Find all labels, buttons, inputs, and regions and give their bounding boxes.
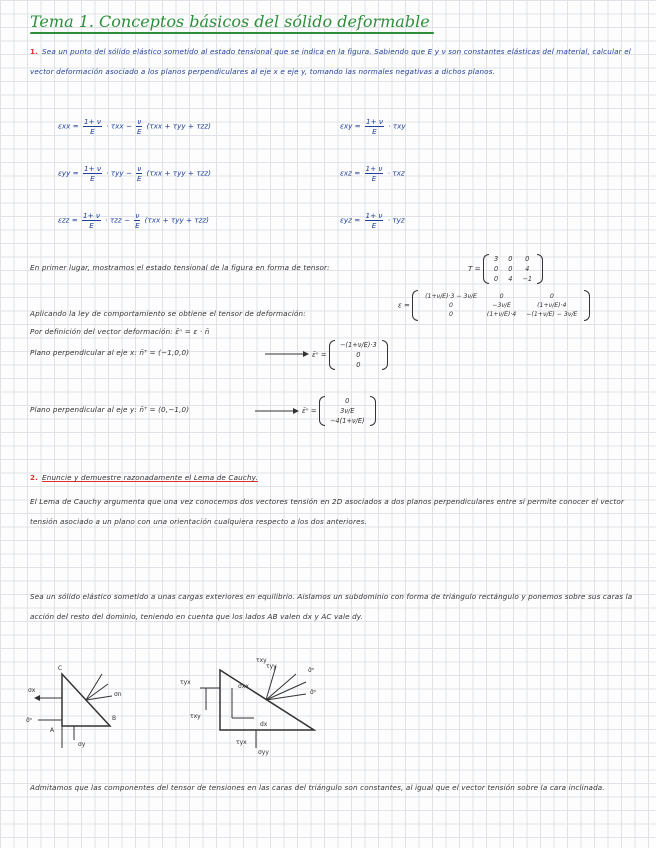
sT-21: (1+ν/E)·4 <box>486 311 517 318</box>
sT-02: 0 <box>549 293 554 300</box>
frac-den: E <box>371 221 377 230</box>
sT-01: 0 <box>499 293 504 300</box>
eq-eyz-label: εyz = <box>340 215 361 225</box>
section2-heading-text: Enuncie y demuestre razonadamente el Lema de Cauchy. <box>42 473 258 482</box>
frac-den: E <box>136 174 142 183</box>
section1-statement <box>30 42 640 82</box>
eq-tyy: · τyy <box>106 168 124 178</box>
strain-matrix <box>412 290 590 321</box>
fig-left-label-sn: σn <box>114 691 122 698</box>
eq-exy <box>340 117 406 136</box>
eq-exz <box>340 164 405 183</box>
title-underline <box>30 32 434 34</box>
vx-0: −(1+ν/E)·3 <box>339 341 377 349</box>
tensor-T <box>468 254 543 284</box>
arrow-x <box>265 349 309 359</box>
eq-frac <box>83 164 102 183</box>
fig-left-label-vec: σ̄ⁿ <box>26 717 33 724</box>
fig-left-label-c: C <box>58 665 63 672</box>
title-text: Tema 1. Conceptos básicos del sólido deformable <box>30 12 430 31</box>
law-line: Aplicando la ley de comportamiento se obtiene el tensor de deformación: <box>30 309 306 318</box>
eq-frac <box>83 117 102 136</box>
eq-tyz: · τyz <box>387 215 405 225</box>
arrow-y <box>255 406 299 416</box>
eq-trace: (τxx + τyy + τzz) <box>146 168 211 178</box>
frac-nu: ν <box>137 117 142 126</box>
eq-exx <box>58 117 211 136</box>
vec-y-label: ε̄ⁿ = <box>302 407 317 415</box>
fig-left-label-b: B <box>112 715 117 722</box>
vx-1: 0 <box>356 351 361 359</box>
eq-frac <box>365 164 384 183</box>
eq-txx: · τxx <box>106 121 124 131</box>
vec-y <box>302 396 376 426</box>
eq-trace: (τxx + τyy + τzz) <box>144 215 209 225</box>
eq-eyy-label: εyy = <box>58 168 79 178</box>
vec-y-matrix <box>319 396 376 426</box>
frac-num: 1+ ν <box>365 211 383 220</box>
fig-left-label-sx: σx <box>28 687 36 694</box>
vec-x <box>312 340 388 370</box>
eq-txz: · τxz <box>387 168 405 178</box>
frac-den: E <box>135 221 140 230</box>
frac-nu: ν <box>137 164 142 173</box>
plane-y-line: Plano perpendicular al eje y: n̄ᵀ = (0,−1,0) <box>30 405 190 414</box>
vy-0: 0 <box>345 397 350 405</box>
section2-para1: El Lema de Cauchy argumenta que una vez conocemos dos vectores tensión en 2D asociados a dos planos perpendiculares entre sí permite conocer el vector tensión asociado a un plano con una orientación cualquiera respecto a los dos anteriores. <box>30 497 625 526</box>
frac-num: 1+ ν <box>84 164 101 173</box>
eq-exy-label: εxy = <box>340 121 361 131</box>
tT-10: 0 <box>494 265 499 273</box>
tT-22: −1 <box>522 275 533 283</box>
eq-frac-nu <box>136 117 142 136</box>
eq-frac <box>365 211 384 230</box>
vec-x-label: ε̄ⁿ = <box>312 351 327 359</box>
frac-num: 1+ ν <box>365 164 383 173</box>
frac-den: E <box>372 127 377 136</box>
fig-right-label-8: σ̄ⁿ <box>310 689 317 696</box>
tensor-T-symbol: T = <box>468 264 481 273</box>
def-line: Por definición del vector deformación: ε̄ⁿ = ε · n̄ <box>30 327 210 336</box>
tT-12: 4 <box>525 265 530 273</box>
frac-den: E <box>136 127 142 136</box>
fig-right-label-6: dx <box>260 721 268 728</box>
fig-right-label-7: σ̄ⁿ <box>308 667 315 674</box>
sT-20: 0 <box>449 311 453 318</box>
frac-num: 1+ ν <box>83 211 100 220</box>
vx-2: 0 <box>356 361 361 369</box>
sT-11: −3ν/E <box>492 302 511 309</box>
eq-frac <box>82 211 101 230</box>
eq-ezz <box>58 211 209 230</box>
section1-statement-text: Sea un punto del sólido elástico sometido al estado tensional que se indica en la figura. Sabiendo que E y ν son constantes elásticas del material, calcular el vector deformación asociado a los planos perpendiculares al eje x e eje y, tomando las normales negativas a dichos planos. <box>30 47 631 76</box>
fig-left-label-a: A <box>50 727 55 734</box>
fig-right-label-4: σxx <box>238 683 249 690</box>
tensor-T-matrix <box>483 254 543 284</box>
section2-number: 2. <box>30 473 39 482</box>
tT-02: 0 <box>525 255 530 263</box>
vec-x-matrix <box>329 340 388 370</box>
fig-right-label-9: τyy <box>266 663 277 670</box>
eq-ezz-label: εzz = <box>58 215 78 225</box>
sT-00: (1+ν/E)·3 − 3ν/E <box>425 293 477 300</box>
figure-right <box>176 648 336 756</box>
plane-x-line: Plano perpendicular al eje x: n̄ᵀ = (−1,0,0) <box>30 348 190 357</box>
frac-num: 1+ ν <box>84 117 101 126</box>
sT-10: 0 <box>449 302 453 309</box>
fig-left-label-sy: σy <box>78 741 86 748</box>
frac-num: 1+ ν <box>366 117 383 126</box>
fig-right-label-1: τxy <box>190 713 201 720</box>
eq-minus: − <box>124 215 131 225</box>
tT-00: 3 <box>494 255 499 263</box>
eq-txy: · τxy <box>388 121 406 131</box>
frac-nu: ν <box>135 211 140 220</box>
eq-exz-label: εxz = <box>340 168 361 178</box>
page-title <box>30 12 430 31</box>
tT-01: 0 <box>508 255 513 263</box>
tensor-intro: En primer lugar, mostramos el estado tensional de la figura en forma de tensor: <box>30 263 330 272</box>
section2-para2: Sea un sólido elástico sometido a unas cargas exteriores en equilibrio. Aislamos un subdominio con forma de triángulo rectángulo y ponemos sobre sus caras la acción del resto del dominio, teniendo en cuenta que los lados AB valen dx y AC vale dy. <box>30 592 633 621</box>
eq-minus: − <box>125 168 132 178</box>
vy-2: −4(1+ν/E) <box>329 417 365 425</box>
eq-exx-label: εxx = <box>58 121 79 131</box>
eq-frac-nu <box>136 164 142 183</box>
eq-tzz: · τzz <box>105 215 122 225</box>
strain-tensor <box>398 290 590 321</box>
section2-heading <box>30 468 630 488</box>
eq-eyy <box>58 164 211 183</box>
vy-1: 3ν/E <box>340 407 355 415</box>
eq-trace: (τxx + τyy + τzz) <box>146 121 211 131</box>
sT-12: (1+ν/E)·4 <box>537 302 567 309</box>
fig-right-label-3: τyx <box>236 739 247 746</box>
sT-22: −(1+ν/E) − 3ν/E <box>526 311 578 318</box>
eq-frac-nu <box>134 211 140 230</box>
fig-right-label-2: τxy <box>256 657 267 664</box>
tT-21: 4 <box>508 275 513 283</box>
strain-symbol: ε = <box>398 301 410 310</box>
frac-den: E <box>90 174 95 183</box>
section1-number: 1. <box>30 47 39 56</box>
tT-20: 0 <box>494 275 499 283</box>
tT-11: 0 <box>508 265 513 273</box>
frac-den: E <box>371 174 377 183</box>
fig-right-label-5: σyy <box>258 749 269 756</box>
frac-den: E <box>90 127 95 136</box>
section2-para3: Admitamos que las componentes del tensor de tensiones en las caras del triángulo son constantes, al igual que el vector tensión sobre la cara inclinada. <box>30 783 605 792</box>
eq-minus: − <box>125 121 132 131</box>
fig-right-label-0: τyx <box>180 679 191 686</box>
eq-frac <box>365 117 384 136</box>
figure-left <box>22 656 142 756</box>
frac-den: E <box>89 221 94 230</box>
eq-eyz <box>340 211 405 230</box>
